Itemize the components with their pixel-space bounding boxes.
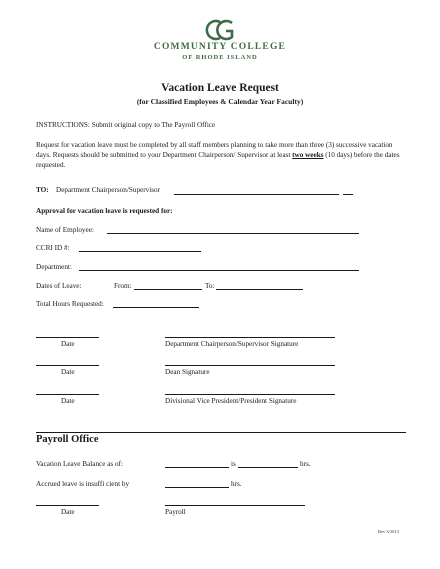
accrued-hours-field[interactable] [165, 487, 229, 488]
hrs-label-1: hrs. [300, 460, 311, 468]
payroll-signature-field[interactable] [165, 505, 305, 506]
balance-date-field[interactable] [165, 467, 229, 468]
accrued-label: Accrued leave is insuffi cient by [36, 480, 130, 488]
college-name-line1: COMMUNITY COLLEGE [153, 42, 287, 52]
to-name-field[interactable] [174, 194, 339, 195]
to-extra-field[interactable] [343, 194, 353, 195]
form-subtitle: (for Classified Employees & Calendar Year Faculty) [136, 97, 304, 106]
college-logo-icon [205, 18, 239, 42]
total-hours-label: Total Hours Requested: [36, 300, 104, 308]
employee-name-field[interactable] [107, 233, 359, 234]
to-date-label: To: [205, 282, 215, 290]
payroll-heading: Payroll Office [36, 434, 99, 445]
signature-2-field[interactable] [165, 365, 335, 366]
department-field[interactable] [79, 270, 359, 271]
paragraph-text-end: (10 days) before the dates requested. [36, 150, 400, 169]
hrs-label-2: hrs. [231, 480, 242, 488]
signature-3-role: Divisional Vice President/President Signature [165, 397, 297, 405]
to-label: TO: [36, 186, 49, 194]
signature-2-date-label: Date [61, 368, 75, 376]
signature-1-role: Department Chairperson/Supervisor Signature [165, 340, 299, 348]
revision-note: Rev 3/2013 [378, 529, 399, 534]
balance-label: Vacation Leave Balance as of: [36, 460, 124, 468]
dates-label: Dates of Leave: [36, 282, 82, 290]
total-hours-field[interactable] [113, 307, 199, 308]
signature-1-date-field[interactable] [36, 337, 99, 338]
signature-1-date-label: Date [61, 340, 75, 348]
is-label: is [231, 460, 236, 468]
payroll-label: Payroll [165, 508, 186, 516]
ccri-id-label: CCRI ID #: [36, 244, 70, 252]
ccri-id-field[interactable] [79, 251, 201, 252]
signature-3-field[interactable] [165, 394, 335, 395]
to-date-field[interactable] [216, 289, 303, 290]
from-label: From: [114, 282, 132, 290]
employee-name-label: Name of Employee: [36, 226, 94, 234]
paragraph-emphasis: two weeks [292, 150, 324, 159]
form-title: Vacation Leave Request [161, 82, 279, 94]
from-date-field[interactable] [134, 289, 202, 290]
college-name-line2: OF RHODE ISLAND [182, 54, 258, 61]
payroll-date-field[interactable] [36, 505, 99, 506]
signature-3-date-field[interactable] [36, 394, 99, 395]
signature-1-field[interactable] [165, 337, 335, 338]
balance-hours-field[interactable] [238, 467, 298, 468]
paragraph-text: Request for vacation leave must be completed by all staff members planning to take more than three (3) successive vacation days. Requests should be submitted to your Department Chairperson/ Supervisor at least [36, 141, 393, 159]
section-divider [36, 432, 406, 433]
to-recipient: Department Chairperson/Supervisor [56, 186, 160, 194]
approval-heading: Approval for vacation leave is requested for: [36, 207, 173, 215]
signature-2-date-field[interactable] [36, 365, 99, 366]
signature-2-role: Dean Signature [165, 368, 210, 376]
instructions: INSTRUCTIONS: Submit original copy to The Payroll Office [36, 121, 216, 129]
signature-3-date-label: Date [61, 397, 75, 405]
department-label: Department: [36, 263, 72, 271]
payroll-date-label: Date [61, 508, 75, 516]
instructions-paragraph [36, 141, 408, 170]
